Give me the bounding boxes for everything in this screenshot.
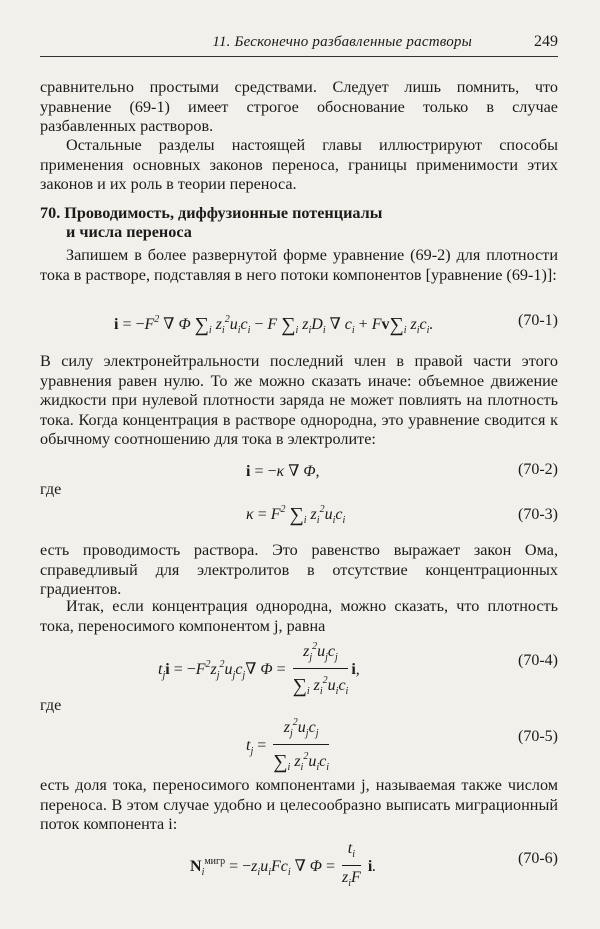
section-heading-line2: и числа переноса: [66, 223, 192, 241]
page-number: 249: [534, 33, 558, 50]
paragraph-current-density: Итак, если концентрация однородна, можно сказать, что плотность тока, переносимого компонентом j, равна: [40, 597, 558, 635]
equation-70-6-body: $N_i^{мигр} = -z_iu_iFc_i$ ∇ Φ = $\frac{t_i}{z_iF}$ i.: [190, 840, 377, 889]
paragraph-ohms-law: есть проводимость раствора. Это равенство выражает закон Ома, справедливый для электролитов в отсутствие концентрационных градиентов.: [40, 541, 558, 599]
equation-70-1: [40, 306, 558, 346]
paragraph-transference-number: есть доля тока, переносимого компонентами j, называемая также числом переноса. В этом случае удобно и целесообразно выписать миграционный поток компонента i:: [40, 776, 558, 834]
paragraph-continuation: сравнительно простыми средствами. Следует лишь помнить, что уравнение (69-1) имеет строгое обоснование только в случае разбавленных растворов.: [40, 78, 558, 136]
running-header: [40, 28, 558, 57]
equation-70-4: [40, 636, 558, 697]
equation-70-5-number: (70-5): [518, 728, 558, 745]
equation-70-1-body: $i = -F^2$ ∇ Φ $\sum_i$ $z_i^2u_ic_i - F$ $\sum_i$ $z_iD_i$ ∇ $c_i + Fv\sum_i$ $z_ic_i$.: [114, 314, 434, 336]
equation-70-3-body: $\kappa = F^2$ $\sum_i$ $z_i^2u_ic_i$: [246, 504, 346, 526]
equation-70-5-body: $t_j$ = $\frac{z_j^2u_jc_j}{\sum_i z_i^2u_ic_i}$: [246, 714, 332, 779]
equation-70-5: [40, 712, 558, 773]
equation-70-2-body: i = −κ ∇ Φ,: [246, 463, 320, 480]
section-heading-line1: 70. Проводимость, диффузионные потенциалы: [40, 204, 383, 222]
equation-70-3: [40, 496, 558, 536]
equation-70-4-body: $t_ji = -F^2z_j^2u_jc_j\nabla$ Φ = $\frac{z_j^2u_jc_j}{\sum_i z_i^2u_ic_i}$ i,: [158, 638, 360, 703]
equation-70-1-number: (70-1): [518, 312, 558, 329]
where-label-2: где: [40, 696, 62, 714]
equation-70-4-number: (70-4): [518, 652, 558, 669]
where-label-1: где: [40, 480, 62, 498]
paragraph-electroneutrality: В силу электронейтральности последний член в правой части этого уравнения равен нулю. То же можно сказать иначе: объемное движение жидкости при нулевой плотности заряда не может повлиять на плотность тока. Когда концентрация в растворе однородна, это уравнение сводится к обычному соотношению для тока в электролите:: [40, 352, 558, 449]
section-heading: [40, 204, 558, 242]
equation-70-3-number: (70-3): [518, 506, 558, 523]
equation-70-6-number: (70-6): [518, 850, 558, 867]
running-title: 11. Бесконечно разбавленные растворы: [212, 34, 472, 50]
equation-70-6: [40, 838, 558, 888]
paragraph-chapter-overview: Остальные разделы настоящей главы иллюстрируют способы применения основных законов переноса, границы применимости этих законов и их роль в теории переноса.: [40, 136, 558, 194]
paragraph-intro-equation: Запишем в более развернутой форме уравнение (69-2) для плотности тока в растворе, подставляя в него потоки компонентов [уравнение (69-1)]:: [40, 246, 558, 284]
equation-70-2-number: (70-2): [518, 461, 558, 478]
